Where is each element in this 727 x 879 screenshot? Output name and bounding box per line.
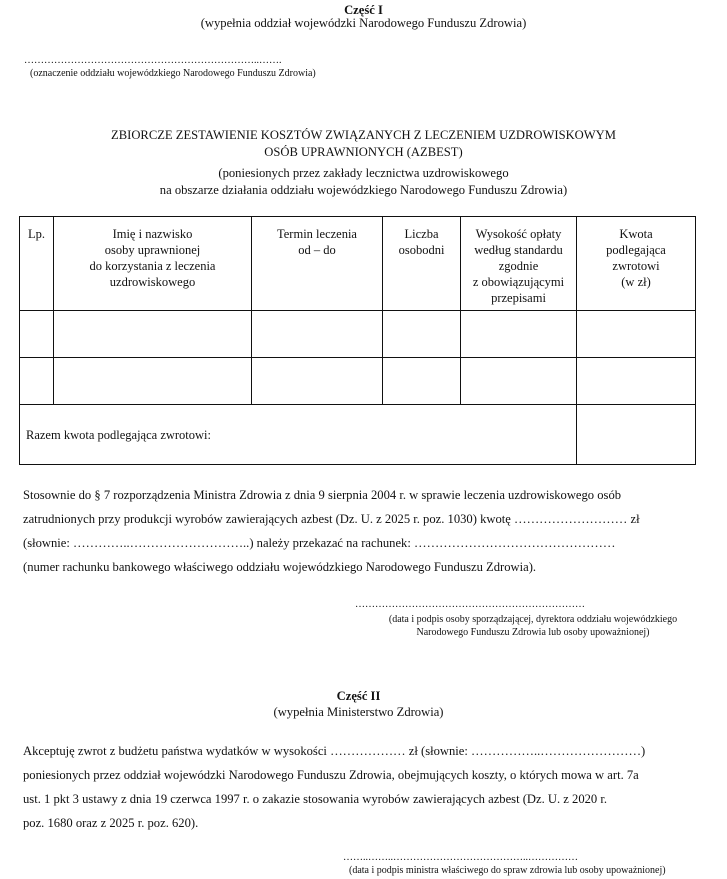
document-title-line2: OSÓB UPRAWNIONYCH (AZBEST) [264,145,463,159]
header-fee: Wysokość opłaty według standardu zgodnie z obowiązującymi przepisami [461,217,577,311]
nfz-branch-field[interactable]: ……………………………………………………………..……. [24,55,282,66]
table-cell[interactable] [252,358,383,405]
table-cell[interactable] [383,311,461,358]
transfer-paragraph [23,483,691,579]
table-cell[interactable] [461,358,577,405]
document-title-line1: ZBIORCZE ZESTAWIENIE KOSZTÓW ZWIĄZANYCH Z LECZENIEM UZDROWISKOWYM [111,128,616,142]
nfz-branch-caption: (oznaczenie oddziału wojewódzkiego Narodowego Funduszu Zdrowia) [30,68,316,79]
header-refund-amount: Kwota podlegająca zwrotowi (w zł) [577,217,696,311]
paragraph-line: (słownie: …………..………………………..) należy przekazać na rachunek: ………………………………………… [23,536,616,550]
table-cell[interactable] [461,311,577,358]
acceptance-paragraph [23,739,691,835]
paragraph-line: zatrudnionych przy produkcji wyrobów zawierających azbest (Dz. U. z 2025 r. poz. 1030) kwotę ……………………… zł [23,512,640,526]
part2-subheading: (wypełnia Ministerstwo Zdrowia) [273,705,444,719]
total-amount-cell[interactable] [577,405,696,465]
part1-subheading: (wypełnia oddział wojewódzki Narodowego Funduszu Zdrowia) [200,16,527,30]
signature2-caption: (data i podpis ministra właściwego do spraw zdrowia lub osoby upoważnionej) [349,865,666,876]
table-cell[interactable] [383,358,461,405]
table-cell[interactable] [252,311,383,358]
header-lp: Lp. [20,217,54,311]
table-row [20,358,696,405]
paragraph-line: poniesionych przez oddział wojewódzki Narodowego Funduszu Zdrowia, obejmujących koszty, o których mowa w art. 7a [23,768,639,782]
part2-heading: Część II [336,689,381,703]
paragraph-line: Akceptuję zwrot z budżetu państwa wydatków w wysokości ……………… zł (słownie: ……………..……………………) [23,744,646,758]
paragraph-line: poz. 1680 oraz z 2025 r. poz. 620). [23,816,199,830]
header-treatment-period: Termin leczenia od – do [252,217,383,311]
total-label: Razem kwota podlegająca zwrotowi: [20,405,577,465]
signature2-field[interactable]: ……..……..…………………………………..…………… [343,852,578,863]
document-subtitle-line2: na obszarze działania oddziału wojewódzkiego Narodowego Funduszu Zdrowia) [159,183,568,197]
total-row [20,405,696,465]
signature1-field[interactable]: …………………………………………………………… [355,599,585,610]
part1-heading: Część I [344,3,383,17]
table-cell[interactable] [20,311,54,358]
paragraph-line: Stosownie do § 7 rozporządzenia Ministra Zdrowia z dnia 9 sierpnia 2004 r. w sprawie leczenia uzdrowiskowego osób [23,488,622,502]
header-name: Imię i nazwisko osoby uprawnionej do korzystania z leczenia uzdrowiskowego [54,217,252,311]
table-cell[interactable] [54,358,252,405]
table-cell[interactable] [20,358,54,405]
paragraph-line: (numer rachunku bankowego właściwego oddziału wojewódzkiego Narodowego Funduszu Zdrowia). [23,560,537,574]
paragraph-line: ust. 1 pkt 3 ustawy z dnia 19 czerwca 1997 r. o zakazie stosowania wyrobów zawierających azbest (Dz. U. z 2020 r. [23,792,608,806]
table-cell[interactable] [577,311,696,358]
cost-table [19,216,696,465]
table-header-row [20,217,696,311]
header-days: Liczba osobodni [383,217,461,311]
document-subtitle-line1: (poniesionych przez zakłady lecznictwa uzdrowiskowego [218,166,509,180]
signature1-caption: (data i podpis osoby sporządzającej, dyrektora oddziału wojewódzkiego Narodowego Funduszu Zdrowia lub osoby upoważnionej) [388,614,678,638]
table-row [20,311,696,358]
table-cell[interactable] [577,358,696,405]
table-cell[interactable] [54,311,252,358]
